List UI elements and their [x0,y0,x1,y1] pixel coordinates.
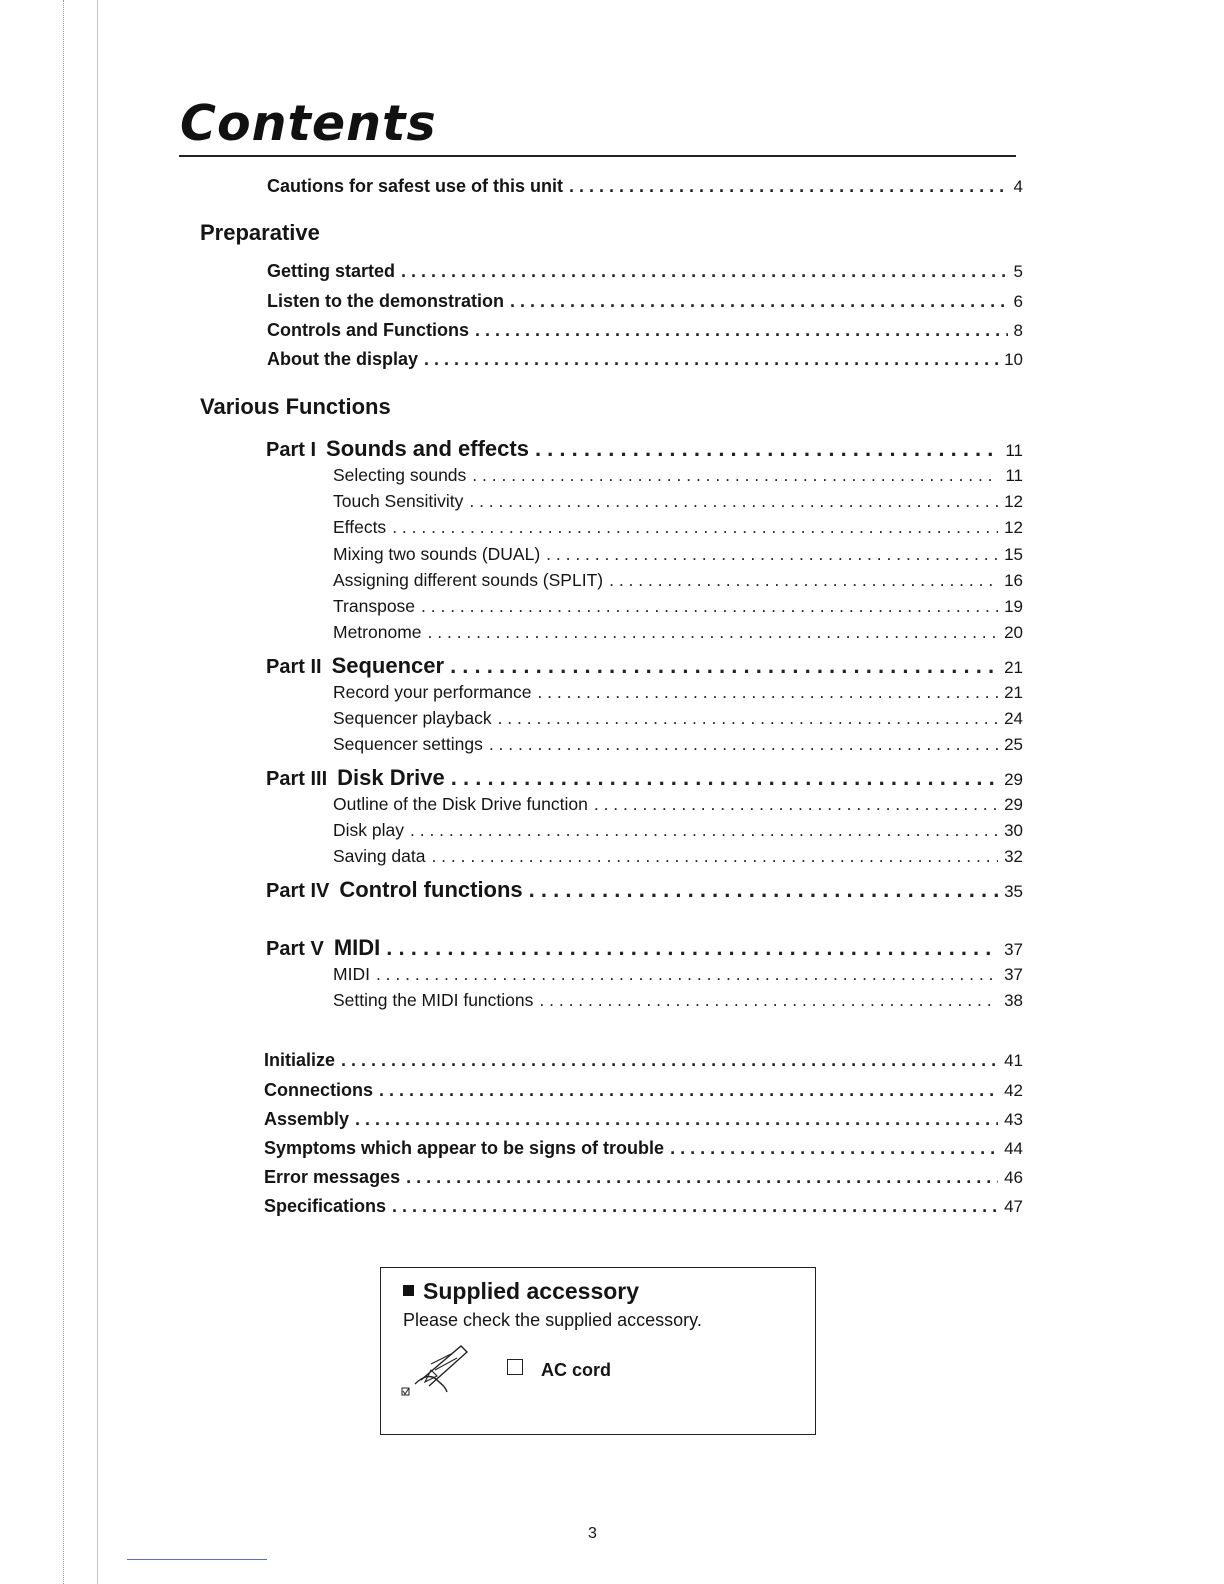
dot-leader [537,682,998,703]
toc-page-number: 6 [1013,292,1023,311]
toc-page-number: 8 [1013,321,1023,340]
title-underline [179,155,1016,157]
toc-subentry-label: Effects [333,517,387,537]
toc-part-3[interactable] [266,765,1023,791]
square-bullet-icon [403,1285,414,1296]
toc-page-number: 15 [1004,545,1023,564]
toc-subentry[interactable] [333,734,1023,755]
dot-leader [609,570,998,591]
dot-leader [410,820,998,841]
pen-check-icon [401,1344,471,1396]
toc-subentry-label: Selecting sounds [333,465,467,485]
dot-leader [670,1138,998,1159]
toc-page-number: 10 [1004,350,1023,369]
toc-page-number: 16 [1004,571,1023,590]
toc-entry[interactable] [267,349,1023,370]
dot-leader [535,436,999,462]
toc-part-label [266,653,444,679]
part-title: Disk Drive [337,765,445,790]
page-title: Contents [180,95,437,152]
toc-entry[interactable] [264,1196,1023,1217]
scan-edge-left [63,0,64,1584]
toc-subentry[interactable] [333,596,1023,617]
part-title: MIDI [333,935,381,960]
dot-leader [475,320,1008,341]
toc-page-number: 42 [1004,1081,1023,1100]
toc-subentry[interactable] [333,990,1023,1011]
part-title: Sequencer [331,653,445,678]
toc-subentry-label: Record your performance [333,682,532,702]
dot-leader [401,261,1008,282]
toc-page-number: 43 [1004,1110,1023,1129]
part-number: Part II [266,656,322,678]
toc-page-number: 21 [1004,683,1023,702]
toc-subentry-label: Mixing two sounds (DUAL) [333,544,541,564]
toc-page-number: 32 [1004,847,1023,866]
toc-subentry[interactable] [333,465,1023,486]
toc-subentry[interactable] [333,491,1023,512]
toc-subentry-label: Metronome [333,622,422,642]
toc-subentry[interactable] [333,682,1023,703]
toc-entry[interactable] [267,320,1023,341]
toc-part-2[interactable] [266,653,1023,679]
toc-part-4[interactable] [266,877,1023,903]
toc-page-number: 19 [1004,597,1023,616]
toc-subentry-label: Sequencer settings [333,734,483,754]
toc-part-1[interactable] [266,436,1023,462]
dot-leader [489,734,998,755]
toc-page-number: 12 [1004,518,1023,537]
dot-leader [431,846,998,867]
toc-subentry[interactable] [333,570,1023,591]
toc-subentry[interactable] [333,544,1023,565]
dot-leader [421,596,998,617]
scan-edge-margin [97,0,98,1584]
toc-entry[interactable] [267,291,1023,312]
dot-leader [469,491,998,512]
ac-cord-checkbox[interactable] [507,1359,523,1375]
dot-leader [392,517,998,538]
toc-entry-label: Symptoms which appear to be signs of trouble [264,1138,665,1158]
dot-leader [450,653,998,679]
toc-page-number: 38 [1004,991,1023,1010]
toc-page-number: 44 [1004,1139,1023,1158]
toc-entry-label: Getting started [267,261,396,281]
toc-entry-cautions[interactable] [267,176,1023,197]
toc-page-number: 20 [1004,623,1023,642]
toc-page-number: 25 [1004,735,1023,754]
toc-entry[interactable] [264,1050,1023,1071]
toc-subentry[interactable] [333,964,1023,985]
toc-entry[interactable] [267,261,1023,282]
part-title: Sounds and effects [326,436,529,461]
accessory-note: Please check the supplied accessory. [403,1310,702,1330]
toc-entry-label: Controls and Functions [267,320,469,340]
dot-leader [406,1167,998,1188]
toc-subentry[interactable] [333,794,1023,815]
section-heading-preparative: Preparative [200,220,320,245]
dot-leader [386,935,998,961]
toc-subentry-label: Outline of the Disk Drive function [333,794,588,814]
toc-subentry-label: Setting the MIDI functions [333,990,534,1010]
section-heading-various-functions: Various Functions [200,394,391,419]
toc-entry[interactable] [264,1167,1023,1188]
toc-subentry-label: Disk play [333,820,404,840]
accessory-box [380,1267,816,1435]
dot-leader [424,349,998,370]
ac-cord-label: AC cord [541,1360,612,1380]
toc-subentry-label: Saving data [333,846,426,866]
toc-page-number: 29 [1004,770,1023,789]
toc-page-number: 12 [1004,492,1023,511]
toc-part-label [266,436,529,462]
toc-entry[interactable] [264,1109,1023,1130]
accessory-title [403,1278,639,1305]
toc-subentry-label: Assigning different sounds (SPLIT) [333,570,604,590]
toc-part-label [266,765,445,791]
part-number: Part V [266,938,324,960]
toc-entry[interactable] [264,1138,1023,1159]
toc-subentry[interactable] [333,708,1023,729]
dot-leader [498,708,999,729]
toc-part-5[interactable] [266,935,1023,961]
dot-leader [379,1080,998,1101]
toc-subentry-label: MIDI [333,964,370,984]
page-number: 3 [588,1525,597,1542]
dot-leader [539,990,998,1011]
part-number: Part IV [266,880,330,902]
toc-page-number: 35 [1004,882,1023,901]
toc-subentry-label: Sequencer playback [333,708,492,728]
dot-leader [341,1050,998,1071]
dot-leader [510,291,1008,312]
dot-leader [428,622,999,643]
dot-leader [594,794,998,815]
toc-page-number: 37 [1004,940,1023,959]
toc-subentry[interactable] [333,846,1023,867]
toc-part-label [266,877,523,903]
toc-entry[interactable] [264,1080,1023,1101]
toc-page-number: 41 [1004,1051,1023,1070]
bottom-margin-line [127,1559,267,1560]
toc-entry-label: Assembly [264,1109,350,1129]
toc-subentry[interactable] [333,517,1023,538]
toc-page-number: 46 [1004,1168,1023,1187]
toc-subentry[interactable] [333,622,1023,643]
dot-leader [569,176,1008,197]
toc-subentry[interactable] [333,820,1023,841]
dot-leader [472,465,999,486]
toc-entry-label: Initialize [264,1050,336,1070]
part-title: Control functions [339,877,523,902]
dot-leader [392,1196,998,1217]
toc-subentry-label: Transpose [333,596,416,616]
toc-page-number: 21 [1004,658,1023,677]
toc-entry-label: Specifications [264,1196,387,1216]
toc-page-number: 30 [1004,821,1023,840]
dot-leader [546,544,998,565]
toc-page-number: 4 [1013,177,1023,196]
part-number: Part I [266,439,317,461]
toc-page-number: 5 [1013,262,1023,281]
dot-leader [355,1109,998,1130]
toc-page-number: 37 [1004,965,1023,984]
toc-page-number: 11 [1005,466,1023,485]
toc-part-label [266,935,380,961]
dot-leader [529,877,998,903]
part-number: Part III [266,768,328,790]
dot-leader [376,964,998,985]
toc-entry-label: About the display [267,349,419,369]
toc-entry-label: Error messages [264,1167,401,1187]
toc-page-number: 11 [1005,441,1023,460]
toc-page-number: 24 [1004,709,1023,728]
dot-leader [451,765,998,791]
toc-entry-label: Cautions for safest use of this unit [267,176,564,196]
toc-subentry-label: Touch Sensitivity [333,491,464,511]
toc-page-number: 47 [1004,1197,1023,1216]
toc-entry-label: Listen to the demonstration [267,291,505,311]
toc-entry-label: Connections [264,1080,374,1100]
accessory-title-text: Supplied accessory [423,1278,640,1304]
toc-page-number: 29 [1004,795,1023,814]
